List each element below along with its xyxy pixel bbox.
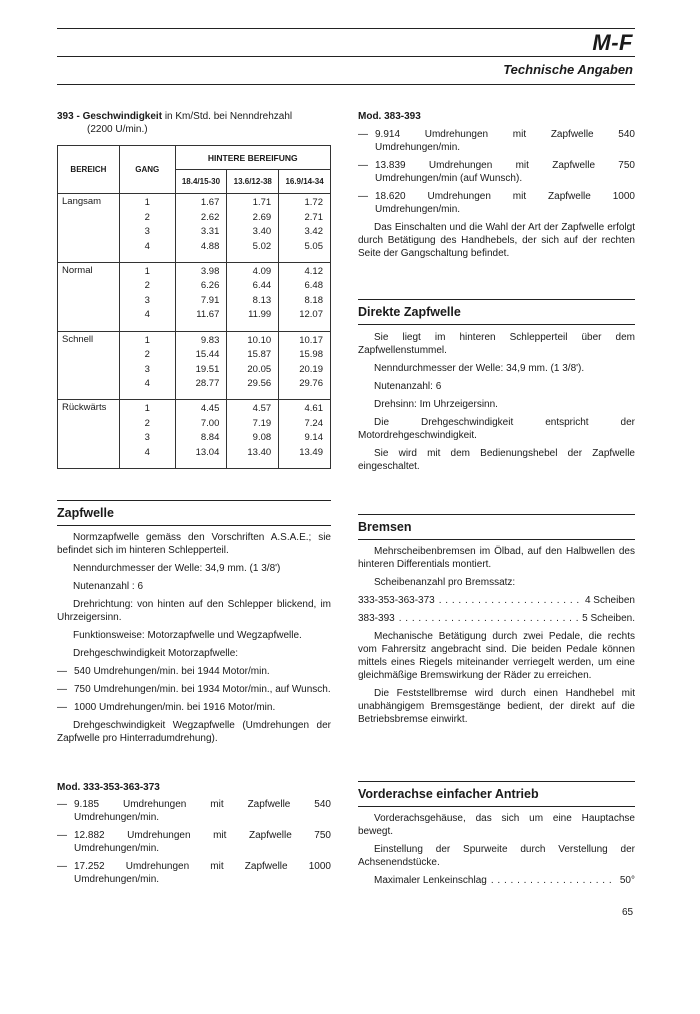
paragraph: Mehrscheibenbremsen im Ölbad, auf den Halbwellen des hinteren Differentials montiert.	[358, 546, 635, 570]
speed-table-caption	[57, 110, 331, 136]
speed-cell: 4.12 6.48 8.18 12.07	[279, 262, 331, 331]
list-item: — 12.882 Umdrehungen mit Zapfwelle 750 Umdrehungen/min.	[57, 830, 331, 854]
col-header-tire: 16.9/14-34	[279, 170, 331, 194]
bremsen-title: Bremsen	[358, 520, 412, 534]
paragraph: Vorderachsgehäuse, das sich um eine Hauptachse bewegt.	[358, 813, 635, 837]
speed-cell: 4.09 6.44 8.13 11.99	[227, 262, 279, 331]
direkte-title: Direkte Zapfwelle	[358, 305, 461, 319]
header-top-rule	[57, 28, 635, 29]
table-row	[58, 194, 331, 263]
paragraph: Sie liegt im hinteren Schlepperteil über dem Zapfwellenstummel.	[358, 332, 635, 356]
speed-cell: 1.72 2.71 3.42 5.05	[279, 194, 331, 263]
zapfwelle-rule-bottom	[57, 525, 331, 526]
list-item: — 9.914 Umdrehungen mit Zapfwelle 540 Umdrehungen/min.	[358, 129, 635, 153]
row-label: Langsam	[58, 194, 120, 263]
gear-cell: 1 2 3 4	[119, 400, 175, 469]
vorderachse-rule-top	[358, 781, 635, 782]
vorderachse-rule-bottom	[358, 806, 635, 807]
paragraph: Nenndurchmesser der Welle: 34,9 mm. (1 3/8').	[374, 363, 585, 374]
row-label: Normal	[58, 262, 120, 331]
gear-cell: 1 2 3 4	[119, 262, 175, 331]
speed-cell: 1.71 2.69 3.40 5.02	[227, 194, 279, 263]
paragraph: Drehgeschwindigkeit Motorzapfwelle:	[73, 648, 239, 659]
speed-table	[57, 145, 331, 469]
col-header-gang: GANG	[119, 146, 175, 194]
col-header-bereich: BEREICH	[58, 146, 120, 194]
page-number: 65	[622, 907, 634, 918]
caption-bold: - Geschwindigkeit	[76, 111, 163, 122]
bremsen-body	[358, 545, 635, 726]
paragraph: Einstellung der Spurweite durch Verstellung der Achsenendstücke.	[358, 844, 635, 868]
speed-cell: 10.17 15.98 20.19 29.76	[279, 331, 331, 400]
paragraph: Die Feststellbremse wird durch einen Handhebel mit unabhängigem Bremsgestänge bedient, der direkt auf die Betriebsbremse einwirkt.	[358, 688, 635, 725]
list-item: — 750 Umdrehungen/min. bei 1934 Motor/min., auf Wunsch.	[57, 684, 331, 695]
caption-model-number: 393	[57, 111, 74, 122]
bremsen-rule-top	[358, 514, 635, 515]
brand-title: M-F	[592, 30, 633, 55]
col-header-tire: 18.4/15-30	[175, 170, 227, 194]
vorderachse-body	[358, 812, 635, 887]
disc-count-row: 333-353-363-373 . . . 4 Scheiben	[358, 594, 635, 607]
paragraph: Drehsinn: Im Uhrzeigersinn.	[374, 399, 498, 410]
paragraph: Nenndurchmesser der Welle: 34,9 mm. (1 3/8')	[73, 563, 281, 574]
list-item: — 540 Umdrehungen/min. bei 1944 Motor/min.	[57, 666, 270, 677]
caption-rest: in Km/Std. bei Nenndrehzahl	[162, 111, 293, 122]
gear-cell: 1 2 3 4	[119, 194, 175, 263]
col-header-bereifung: HINTERE BEREIFUNG	[175, 146, 330, 170]
gear-cell: 1 2 3 4	[119, 331, 175, 400]
mod333-list	[57, 798, 331, 886]
list-item: — 17.252 Umdrehungen mit Zapfwelle 1000 Umdrehungen/min.	[57, 861, 331, 885]
paragraph: Mechanische Betätigung durch zwei Pedale, die rechts vom Fahrersitz angebracht sind. Die beiden Pedale können mittels eines Riegels miteinander verriegelt werden, um eine gleichmäßige Bremswirkung der Räder zu erreichen.	[358, 631, 635, 681]
zapfwelle-body	[57, 531, 331, 745]
paragraph: Drehgeschwindigkeit Wegzapfwelle (Umdrehungen der Zapfwelle pro Hinterradumdrehung).	[57, 720, 331, 744]
table-row	[58, 262, 331, 331]
col-header-tire: 13.6/12-38	[227, 170, 279, 194]
speed-cell: 10.10 15.87 20.05 29.56	[227, 331, 279, 400]
speed-cell: 3.98 6.26 7.91 11.67	[175, 262, 227, 331]
list-item: — 1000 Umdrehungen/min. bei 1916 Motor/min.	[57, 702, 276, 713]
caption-line2: (2200 U/min.)	[87, 124, 148, 135]
vorderachse-title: Vorderachse einfacher Antrieb	[358, 787, 539, 801]
paragraph: Funktionsweise: Motorzapfwelle und Wegzapfwelle.	[73, 630, 302, 641]
table-row	[58, 400, 331, 469]
steering-angle-row: Maximaler Lenkeinschlag . . . 50°	[358, 874, 635, 887]
paragraph: Normzapfwelle gemäss den Vorschriften A.S.A.E.; sie befindet sich im hinteren Schlepperteil.	[57, 532, 331, 556]
list-item: — 18.620 Umdrehungen mit Zapfwelle 1000 Umdrehungen/min.	[358, 191, 635, 215]
paragraph: Drehrichtung: von hinten auf den Schlepper blickend, im Uhrzeigersinn.	[57, 599, 331, 623]
speed-cell: 1.67 2.62 3.31 4.88	[175, 194, 227, 263]
list-item: — 9.185 Umdrehungen mit Zapfwelle 540 Umdrehungen/min.	[57, 799, 331, 823]
speed-cell: 4.45 7.00 8.84 13.04	[175, 400, 227, 469]
section-subtitle: Technische Angaben	[503, 62, 633, 77]
header-bottom-rule	[57, 84, 635, 85]
row-label: Schnell	[58, 331, 120, 400]
zapfwelle-title: Zapfwelle	[57, 506, 114, 520]
speed-cell: 4.57 7.19 9.08 13.40	[227, 400, 279, 469]
disc-count-row: 383-393 . . . 5 Scheiben.	[358, 612, 635, 625]
speed-cell: 4.61 7.24 9.14 13.49	[279, 400, 331, 469]
mod383-list	[358, 128, 635, 260]
paragraph: Sie wird mit dem Bedienungshebel der Zapfwelle eingeschaltet.	[358, 448, 635, 472]
header-mid-rule	[57, 56, 635, 57]
direkte-rule-top	[358, 299, 635, 300]
direkte-body	[358, 331, 635, 473]
mod333-title: Mod. 333-353-363-373	[57, 782, 160, 793]
paragraph: Nutenanzahl : 6	[73, 581, 144, 592]
paragraph: Die Drehgeschwindigkeit entspricht der Motordrehgeschwindigkeit.	[358, 417, 635, 441]
speed-cell: 9.83 15.44 19.51 28.77	[175, 331, 227, 400]
zapfwelle-rule-top	[57, 500, 331, 501]
table-row	[58, 331, 331, 400]
paragraph: Das Einschalten und die Wahl der Art der Zapfwelle erfolgt durch Betätigung des Handhebels, der sich auf der rechten Seite der Gangschaltung befindet.	[358, 222, 635, 259]
paragraph: Nutenanzahl: 6	[374, 381, 442, 392]
list-item: — 13.839 Umdrehungen mit Zapfwelle 750 Umdrehungen/min (auf Wunsch).	[358, 160, 635, 184]
mod383-title: Mod. 383-393	[358, 111, 421, 122]
row-label: Rückwärts	[58, 400, 120, 469]
bremsen-rule-bottom	[358, 539, 635, 540]
paragraph: Scheibenanzahl pro Bremssatz:	[374, 577, 516, 588]
direkte-rule-bottom	[358, 324, 635, 325]
